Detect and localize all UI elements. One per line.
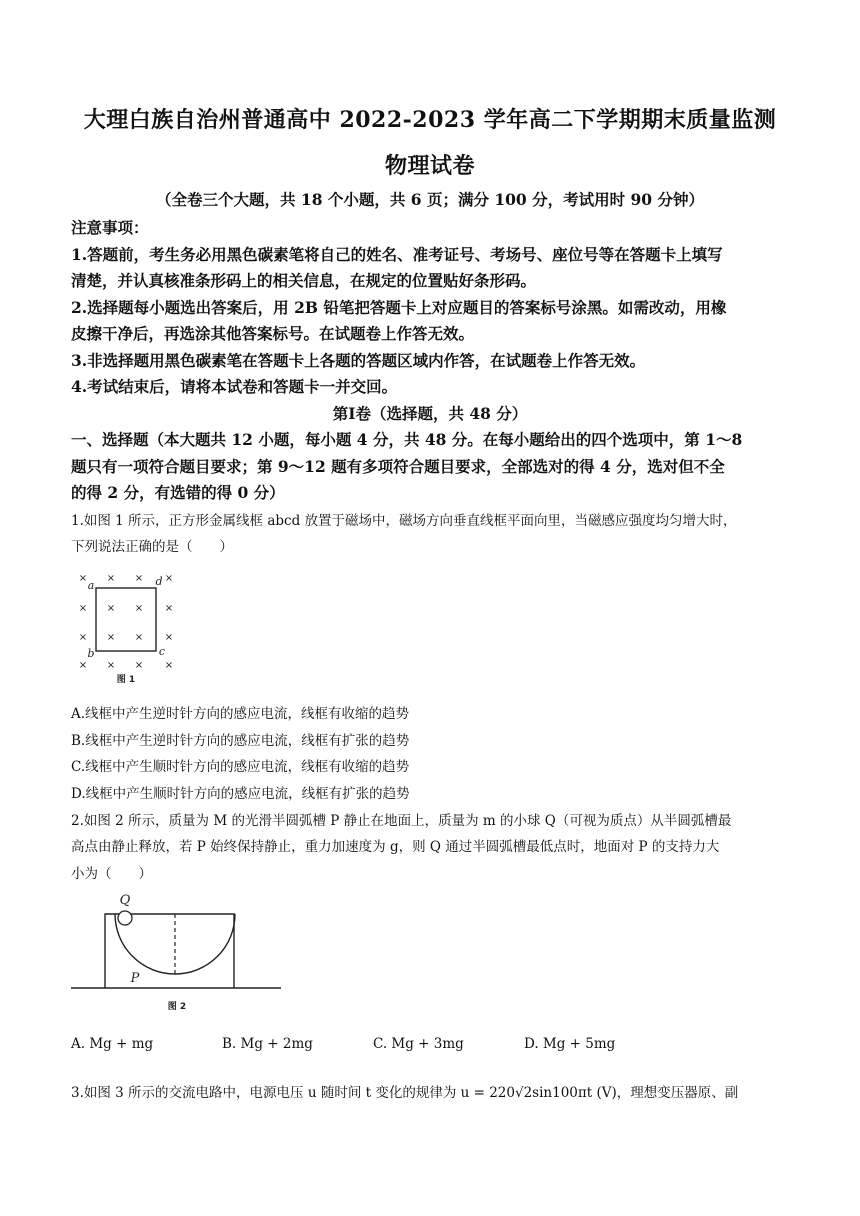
part1-heading: 第Ⅰ卷（选择题，共 48 分） bbox=[332, 404, 528, 423]
svg-text:×: × bbox=[106, 573, 116, 584]
exam-scope: （全卷三个大题，共 18 个小题，共 6 页；满分 100 分，考试用时 90 分钟） bbox=[156, 190, 704, 209]
corner-d-label: d bbox=[155, 575, 163, 588]
note-2a: 2.选择题每小题选出答案后，用 2B 铅笔把答题卡上对应题目的答案标号涂黑。如需改动，用橡 bbox=[71, 298, 727, 317]
section-heading-c: 的得 2 分，有选错的得 0 分） bbox=[71, 483, 285, 502]
q2-option-c[interactable]: C. Mg + 3mg bbox=[373, 1036, 464, 1052]
svg-text:×: × bbox=[106, 603, 116, 614]
q3-stem: 3.如图 3 所示的交流电路中，电源电压 u 随时间 t 变化的规律为 u = 220√2sin100πt (V)，理想变压器原、副 bbox=[71, 1085, 739, 1101]
exam-subtitle: 物理试卷 bbox=[384, 153, 475, 179]
notes-heading: 注意事项： bbox=[71, 218, 149, 237]
note-1b: 清楚，并认真核准条形码上的相关信息，在规定的位置贴好条形码。 bbox=[71, 271, 537, 290]
svg-text:×: × bbox=[164, 660, 174, 671]
label-p: P bbox=[130, 971, 140, 986]
svg-text:×: × bbox=[164, 632, 174, 643]
q1-stem-a: 1.如图 1 所示，正方形金属线框 abcd 放置于磁场中，磁场方向垂直线框平面向里，当磁感应强度均匀增大时， bbox=[71, 513, 737, 529]
q1-option-c[interactable]: C.线框中产生顺时针方向的感应电流，线框有收缩的趋势 bbox=[71, 759, 410, 775]
svg-text:×: × bbox=[78, 603, 88, 614]
q2-option-a[interactable]: A. Mg + mg bbox=[71, 1036, 154, 1052]
q2-option-b[interactable]: B. Mg + 2mg bbox=[222, 1036, 313, 1052]
note-2b: 皮擦干净后，再选涂其他答案标号。在试题卷上作答无效。 bbox=[71, 324, 475, 343]
svg-text:×: × bbox=[134, 632, 144, 643]
note-4: 4.考试结束后，请将本试卷和答题卡一并交回。 bbox=[71, 377, 398, 396]
q1-stem-b: 下列说法正确的是（ ） bbox=[71, 539, 233, 555]
svg-text:×: × bbox=[164, 573, 174, 584]
figure-1-caption: 图 1 bbox=[116, 675, 136, 685]
corner-a-label: a bbox=[87, 579, 95, 592]
svg-text:×: × bbox=[134, 603, 144, 614]
q2-option-d[interactable]: D. Mg + 5mg bbox=[524, 1036, 616, 1052]
figure-2-caption: 图 2 bbox=[167, 1002, 187, 1012]
svg-text:×: × bbox=[78, 660, 88, 671]
q1-option-a[interactable]: A.线框中产生逆时针方向的感应电流，线框有收缩的趋势 bbox=[71, 706, 410, 722]
svg-text:×: × bbox=[106, 660, 116, 671]
q2-stem-b: 高点由静止释放，若 P 始终保持静止，重力加速度为 g，则 Q 通过半圆弧槽最低点时，地面对 P 的支持力大 bbox=[71, 839, 720, 855]
svg-text:×: × bbox=[164, 603, 174, 614]
svg-text:×: × bbox=[78, 632, 88, 643]
q2-stem-a: 2.如图 2 所示，质量为 M 的光滑半圆弧槽 P 静止在地面上，质量为 m 的小球 Q（可视为质点）从半圆弧槽最 bbox=[71, 813, 732, 829]
wire-loop bbox=[96, 588, 156, 651]
label-q: Q bbox=[119, 893, 131, 908]
q1-option-d[interactable]: D.线框中产生顺时针方向的感应电流，线框有扩张的趋势 bbox=[71, 786, 410, 802]
svg-text:×: × bbox=[134, 660, 144, 671]
corner-b-label: b bbox=[87, 647, 95, 660]
ball-q bbox=[118, 911, 132, 925]
exam-title: 大理白族自治州普通高中 2022-2023 学年高二下学期期末质量监测 bbox=[83, 107, 777, 133]
svg-text:×: × bbox=[106, 632, 116, 643]
section-heading-b: 题只有一项符合题目要求；第 9～12 题有多项符合题目要求，全部选对的得 4 分，选对但不全 bbox=[71, 457, 725, 476]
q2-stem-c: 小为（ ） bbox=[71, 866, 152, 882]
svg-text:×: × bbox=[78, 573, 88, 584]
figure-1 bbox=[71, 568, 181, 690]
figure-2 bbox=[71, 888, 283, 1020]
svg-text:×: × bbox=[134, 573, 144, 584]
note-3: 3.非选择题用黑色碳素笔在答题卡上各题的答题区域内作答，在试题卷上作答无效。 bbox=[71, 351, 646, 370]
corner-c-label: c bbox=[158, 645, 166, 658]
q1-option-b[interactable]: B.线框中产生逆时针方向的感应电流，线框有扩张的趋势 bbox=[71, 733, 410, 749]
note-1a: 1.答题前，考生务必用黑色碳素笔将自己的姓名、准考证号、考场号、座位号等在答题卡上填写 bbox=[71, 245, 723, 264]
section-heading-a: 一、选择题（本大题共 12 小题，每小题 4 分，共 48 分。在每小题给出的四个选项中，第 1～8 bbox=[71, 430, 743, 449]
